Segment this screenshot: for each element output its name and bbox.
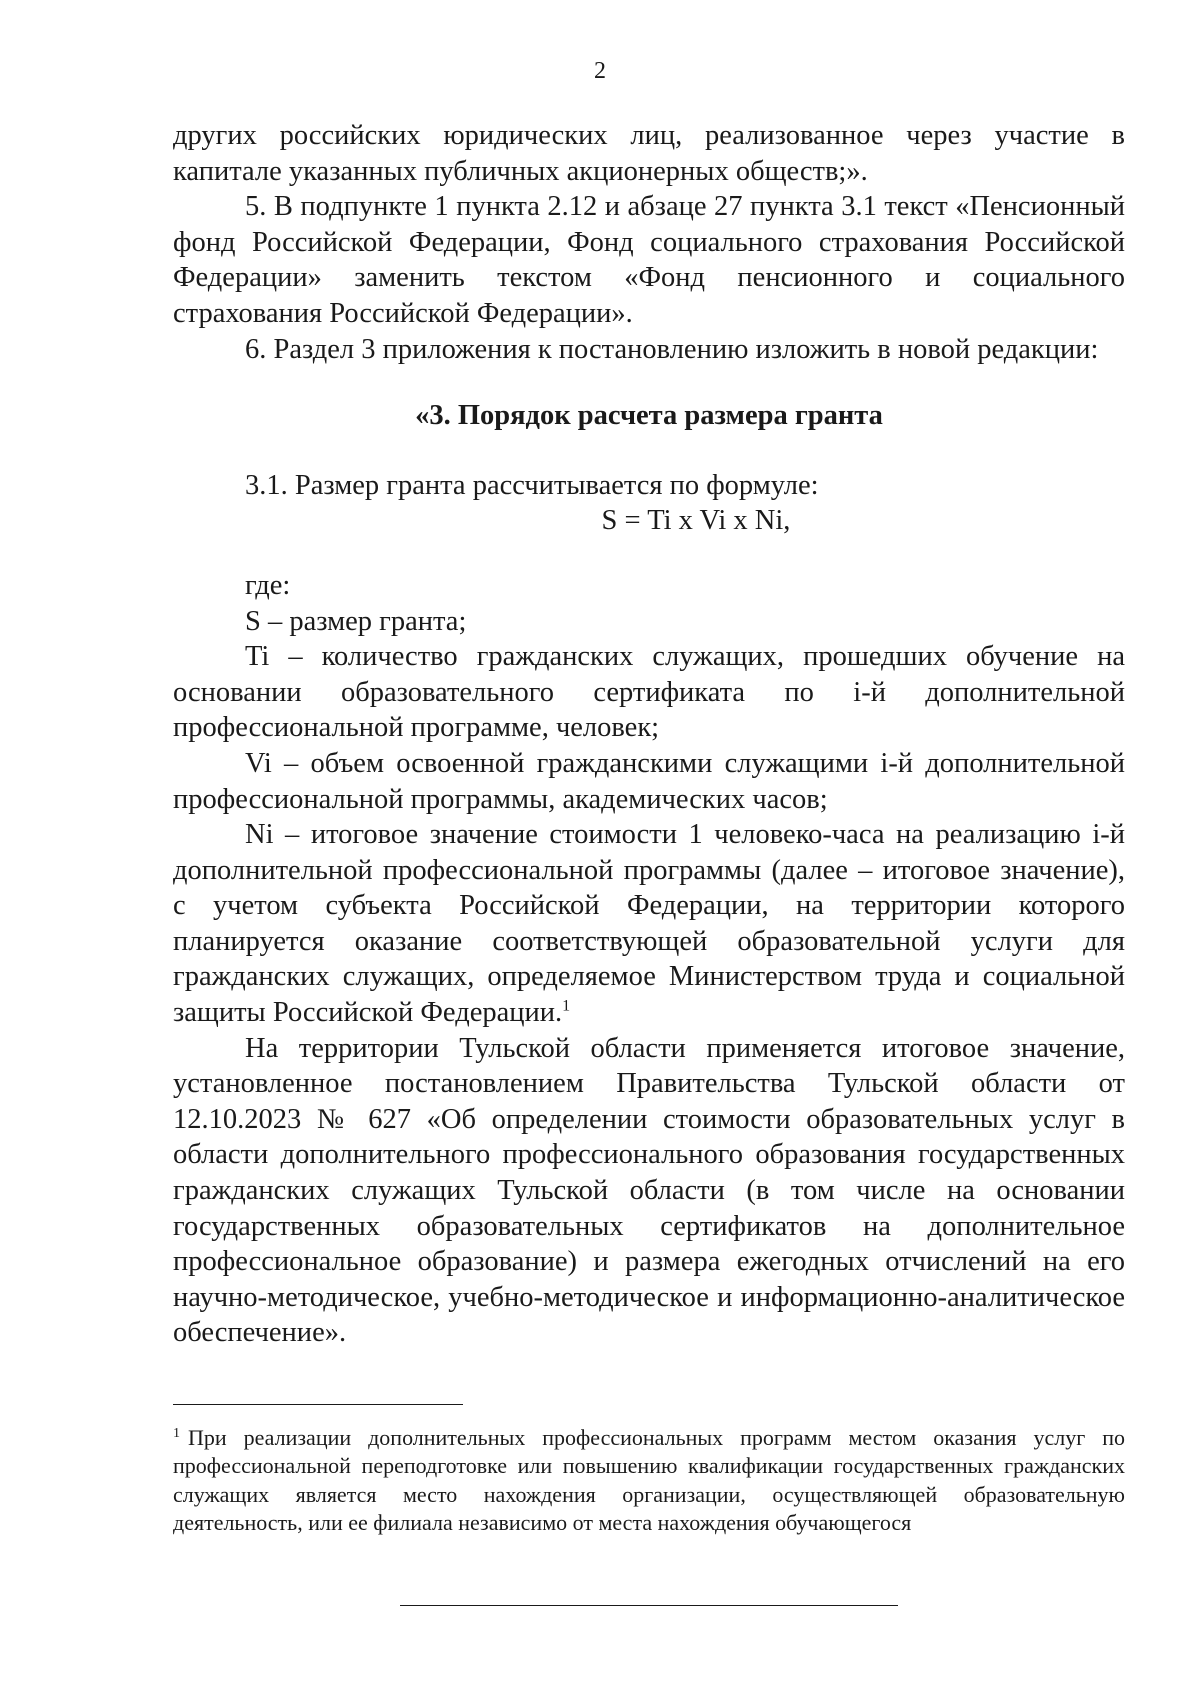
- paragraph-item-5: 5. В подпункте 1 пункта 2.12 и абзаце 27 пункта 3.1 текст «Пенсионный фонд Российской Федерации, Фонд социального страхования Российской Федерации» заменить текстом «Фонд пенсионного и социального страхования Российской Федерации».: [173, 191, 1125, 329]
- footnote-text: При реализации дополнительных профессиональных программ местом оказания услуг по профессиональной переподготовке или повышению квалификации государственных гражданских служащих является место нахождения организации, осуществляющей образовательную деятельность, или ее филиала независимо от места нахождения обучающегося: [173, 1425, 1125, 1536]
- paragraph-3-1: 3.1. Размер гранта рассчитывается по формуле:: [245, 469, 819, 501]
- definition-ti: Ti – количество гражданских служащих, прошедших обучение на основании образовательного сертификата по i-й дополнительной профессиональной программе, человек;: [173, 641, 1125, 744]
- paragraph-item-6: 6. Раздел 3 приложения к постановлению изложить в новой редакции:: [245, 333, 1099, 365]
- footnote-reference[interactable]: 1: [562, 997, 571, 1015]
- section-heading: «3. Порядок расчета размера гранта: [415, 400, 883, 432]
- page-number: 2: [594, 58, 606, 84]
- document-body: [173, 118, 1125, 1351]
- footnote: [173, 1424, 1125, 1538]
- footnote-number: 1: [173, 1425, 180, 1441]
- footnote-separator: [173, 1404, 463, 1405]
- paragraph-where: где:: [245, 569, 291, 601]
- definition-ni-text: Ni – итоговое значение стоимости 1 человеко-часа на реализацию i-й дополнительной профессиональной программы (далее – итоговое значение), с учетом субъекта Российской Федерации, на территории которого планируется оказание соответствующей образовательной услуги для гражданских служащих, определяемое Министерством труда и социальной защиты Российской Федерации.: [173, 819, 1125, 1029]
- paragraph-continuation: других российских юридических лиц, реализованное через участие в капитале указанных публичных акционерных обществ;».: [173, 120, 1125, 187]
- end-of-document-rule: [400, 1605, 898, 1606]
- definition-vi: Vi – объем освоенной гражданскими служащими i-й дополнительной профессиональной программы, академических часов;: [173, 747, 1125, 815]
- paragraph-tula-region: На территории Тульской области применяется итоговое значение, установленное постановлением Правительства Тульской области от 12.10.2023 № 627 «Об определении стоимости образовательных услуг в области дополнительного профессионального образования государственных гражданских служащих Тульской области (в том числе на основании государственных образовательных сертификатов на дополнительное профессиональное образование) и размера ежегодных отчислений на его научно-методическое, учебно-методическое и информационно-аналитическое обеспечение».: [173, 1032, 1125, 1349]
- definition-ni: [173, 817, 1125, 1031]
- formula: S = Ti x Vi x Ni,: [601, 505, 791, 537]
- definition-s: S – размер гранта;: [245, 605, 467, 637]
